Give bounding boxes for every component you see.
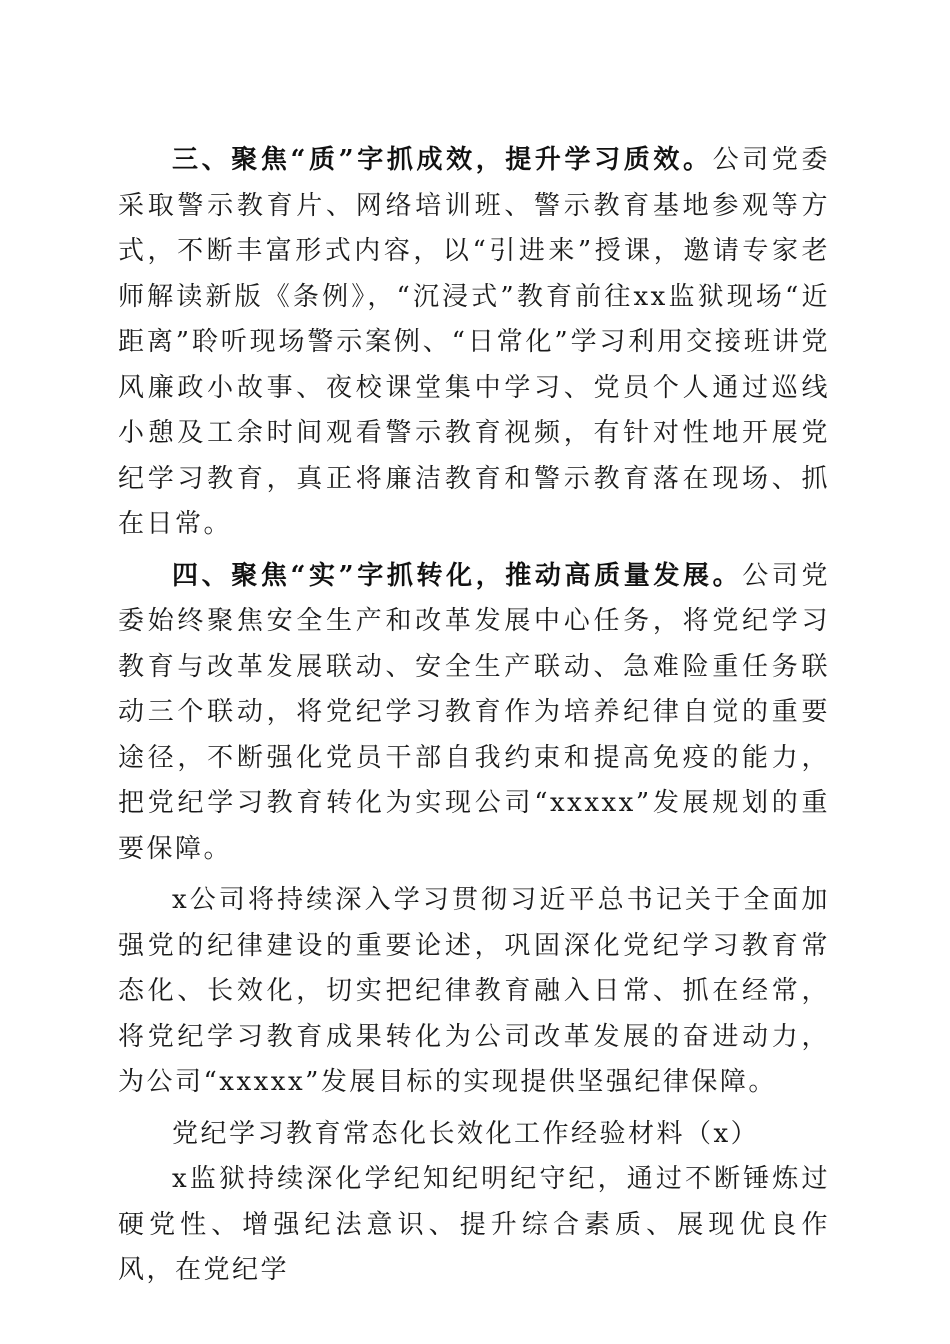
section-4-body: 公司党委始终聚焦安全生产和改革发展中心任务，将党纪学习教育与改革发展联动、安全生产联动、急难险重任务联动三个联动，将党纪学习教育作为培养纪律自觉的重要途径，不断强化党员干部自我约束和提高免疫的能力，把党纪学习教育转化为实现公司“xxxxx”发展规划的重要保障。 <box>118 560 830 864</box>
material-title: 党纪学习教育常态化长效化工作经验材料（x） <box>172 1118 760 1149</box>
paragraph-section-4 <box>118 554 830 873</box>
paragraph-material-title <box>118 1112 830 1158</box>
section-3-heading: 三、聚焦“质”字抓成效，提升学习质效。 <box>172 145 713 175</box>
paragraph-section-3 <box>118 138 830 548</box>
paragraph-conclusion <box>118 878 830 1106</box>
section-3-body: 公司党委采取警示教育片、网络培训班、警示教育基地参观等方式，不断丰富形式内容，以“引进来”授课，邀请专家老师解读新版《条例》，“沉浸式”教育前往xx监狱现场“近距离”聆听现场警示案例、“日常化”学习利用交接班讲党风廉政小故事、夜校课堂集中学习、党员个人通过巡线小憩及工余时间观看警示教育视频，有针对性地开展党纪学习教育，真正将廉洁教育和警示教育落在现场、抓在日常。 <box>118 145 830 539</box>
document-body <box>118 138 830 1294</box>
conclusion-body: x公司将持续深入学习贯彻习近平总书记关于全面加强党的纪律建设的重要论述，巩固深化党纪学习教育常态化、长效化，切实把纪律教育融入日常、抓在经常，将党纪学习教育成果转化为公司改革发展的奋进动力，为公司“xxxxx”发展目标的实现提供坚强纪律保障。 <box>118 885 830 1097</box>
paragraph-prison-intro <box>118 1157 830 1294</box>
prison-intro-body: x监狱持续深化学纪知纪明纪守纪，通过不断锤炼过硬党性、增强纪法意识、提升综合素质、展现优良作风，在党纪学 <box>118 1164 830 1285</box>
section-4-heading: 四、聚焦“实”字抓转化，推动高质量发展。 <box>172 560 743 591</box>
